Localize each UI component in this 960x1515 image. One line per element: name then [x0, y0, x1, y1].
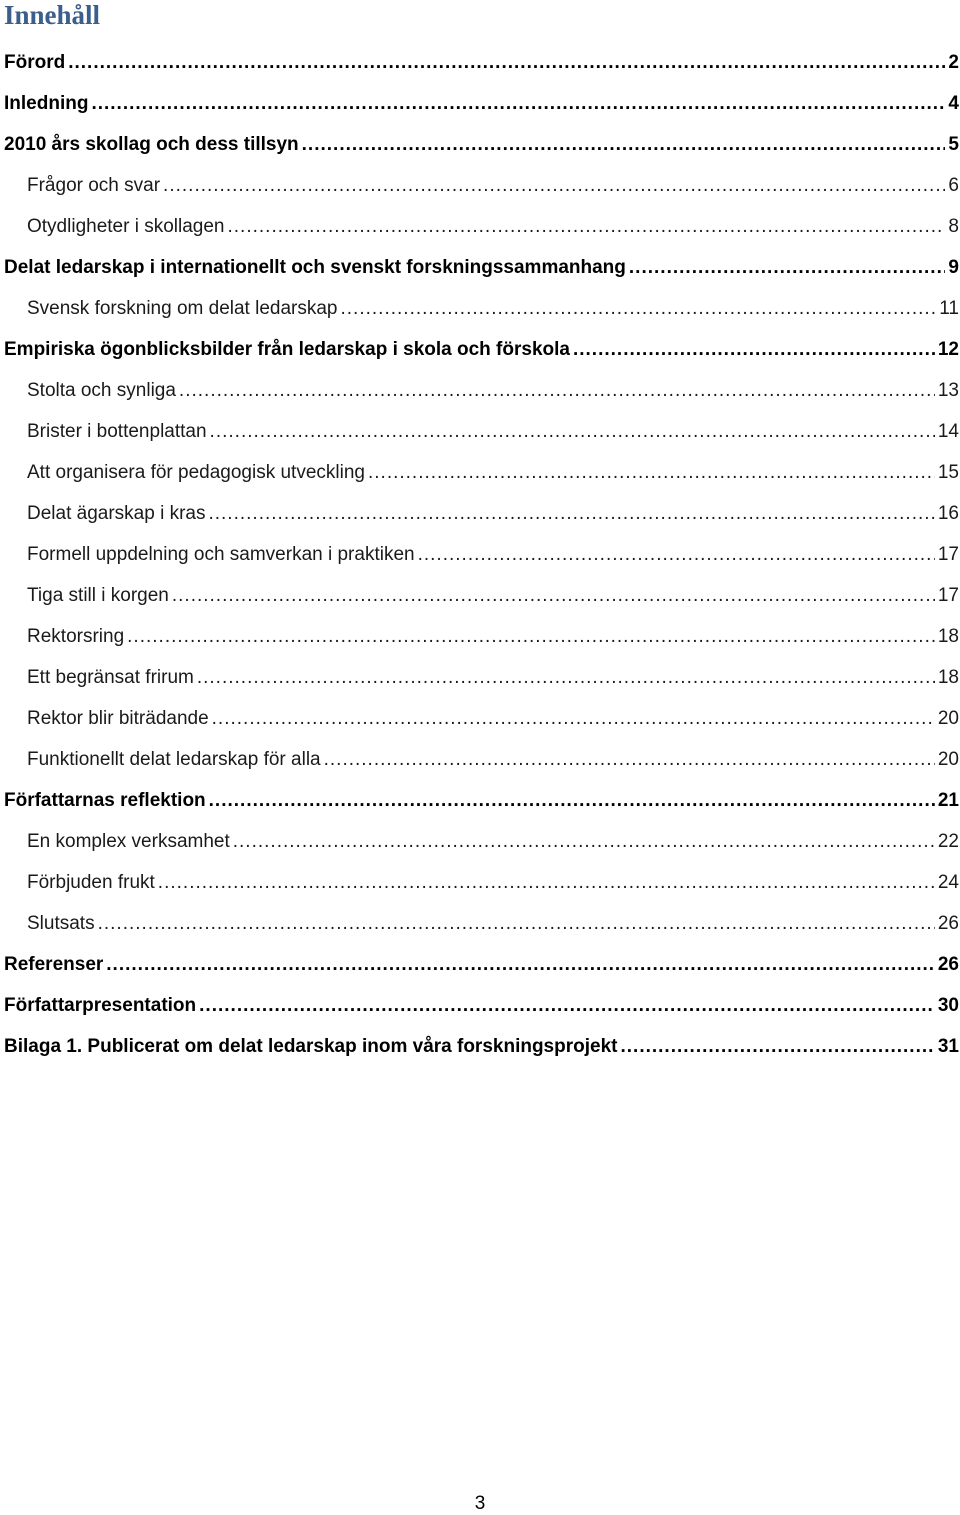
- toc-entry-label: Empiriska ögonblicksbilder från ledarskap i skola och förskola: [4, 339, 570, 360]
- toc-entry-page: 8: [948, 216, 959, 237]
- toc-entry-label: Ett begränsat frirum: [27, 667, 194, 688]
- toc-dot-leader: [158, 862, 935, 903]
- toc-entry-label: Formell uppdelning och samverkan i praktiken: [27, 544, 415, 565]
- toc-entry[interactable]: [4, 411, 959, 452]
- toc-entry-label: Förord: [4, 52, 66, 73]
- toc-entry-page: 26: [937, 954, 959, 975]
- toc-entry[interactable]: [4, 739, 959, 780]
- toc-entry[interactable]: [4, 575, 959, 616]
- toc-dot-leader: [208, 493, 934, 534]
- page-number: 3: [474, 1493, 486, 1514]
- toc-dot-leader: [620, 1026, 934, 1067]
- toc-entry-label: Inledning: [4, 93, 89, 114]
- toc-dot-leader: [197, 657, 935, 698]
- toc-dot-leader: [127, 616, 935, 657]
- toc-entry-page: 21: [937, 790, 959, 811]
- toc-entry-label: Rektorsring: [27, 626, 125, 647]
- toc-entry-page: 14: [937, 421, 959, 442]
- toc-entry-page: 6: [948, 175, 959, 196]
- toc-entry[interactable]: [4, 206, 959, 247]
- toc-entry[interactable]: [4, 83, 959, 124]
- toc-dot-leader: [418, 534, 935, 575]
- toc-entry-label: Svensk forskning om delat ledarskap: [27, 298, 338, 319]
- toc-entry-label: Rektor blir biträdande: [27, 708, 209, 729]
- toc-dot-leader: [199, 985, 935, 1026]
- toc-entry-page: 20: [937, 749, 959, 770]
- toc-dot-leader: [233, 821, 935, 862]
- toc-entry[interactable]: [4, 903, 959, 944]
- toc-dot-leader: [106, 944, 935, 985]
- toc-entry-label: Bilaga 1. Publicerat om delat ledarskap inom våra forskningsprojekt: [4, 1036, 618, 1057]
- toc-entry-label: Brister i bottenplattan: [27, 421, 207, 442]
- toc-entry[interactable]: [4, 493, 959, 534]
- toc-dot-leader: [341, 288, 937, 329]
- toc-entry-label: En komplex verksamhet: [27, 831, 230, 852]
- toc-entry[interactable]: [4, 534, 959, 575]
- toc-entry-page: 2: [948, 52, 959, 73]
- toc-entry[interactable]: [4, 1026, 959, 1067]
- toc-entry-page: 26: [937, 913, 959, 934]
- toc-entry-page: 20: [937, 708, 959, 729]
- toc-entry[interactable]: [4, 124, 959, 165]
- toc-entry-page: 18: [937, 626, 959, 647]
- toc-entry-label: 2010 års skollag och dess tillsyn: [4, 134, 299, 155]
- toc-entry[interactable]: [4, 657, 959, 698]
- toc-dot-leader: [91, 83, 945, 124]
- toc-dot-leader: [172, 575, 935, 616]
- toc-entry-label: Funktionellt delat ledarskap för alla: [27, 749, 321, 770]
- toc-entry-label: Författarpresentation: [4, 995, 197, 1016]
- toc-entry-page: 13: [937, 380, 959, 401]
- toc-entry-page: 9: [948, 257, 959, 278]
- toc-dot-leader: [179, 370, 935, 411]
- toc-entry-label: Författarnas reflektion: [4, 790, 206, 811]
- toc-entry-label: Referenser: [4, 954, 104, 975]
- toc-dot-leader: [302, 124, 946, 165]
- toc-dot-leader: [324, 739, 935, 780]
- toc-entry-page: 30: [937, 995, 959, 1016]
- toc-dot-leader: [212, 698, 935, 739]
- toc-entry[interactable]: [4, 821, 959, 862]
- toc-entry-label: Delat ledarskap i internationellt och svenskt forskningssammanhang: [4, 257, 626, 278]
- toc-dot-leader: [163, 165, 945, 206]
- toc-entry-page: 24: [937, 872, 959, 893]
- toc-entry-label: Tiga still i korgen: [27, 585, 169, 606]
- toc-entry[interactable]: [4, 862, 959, 903]
- toc-entry-label: Förbjuden frukt: [27, 872, 155, 893]
- toc-dot-leader: [68, 42, 945, 83]
- toc-entry[interactable]: [4, 985, 959, 1026]
- toc-entry-label: Att organisera för pedagogisk utveckling: [27, 462, 365, 483]
- toc-entry[interactable]: [4, 616, 959, 657]
- toc-entry[interactable]: [4, 452, 959, 493]
- toc-entry-label: Otydligheter i skollagen: [27, 216, 225, 237]
- toc-entry-page: 22: [937, 831, 959, 852]
- toc-entry[interactable]: [4, 370, 959, 411]
- toc-entry[interactable]: [4, 780, 959, 821]
- toc-entry[interactable]: [4, 944, 959, 985]
- toc-dot-leader: [98, 903, 935, 944]
- toc-entry-label: Frågor och svar: [27, 175, 161, 196]
- toc-entry[interactable]: [4, 698, 959, 739]
- toc-entry-label: Slutsats: [27, 913, 95, 934]
- toc-dot-leader: [629, 247, 946, 288]
- toc-dot-leader: [209, 780, 935, 821]
- toc-entry-page: 4: [948, 93, 959, 114]
- toc-entry-page: 15: [937, 462, 959, 483]
- toc-dot-leader: [210, 411, 935, 452]
- toc-entry-page: 18: [937, 667, 959, 688]
- table-of-contents: [4, 42, 959, 1067]
- toc-entry-label: Delat ägarskap i kras: [27, 503, 206, 524]
- toc-entry[interactable]: [4, 247, 959, 288]
- toc-entry[interactable]: [4, 42, 959, 83]
- toc-entry-page: 17: [937, 585, 959, 606]
- toc-entry[interactable]: [4, 288, 959, 329]
- toc-entry-page: 31: [937, 1036, 959, 1057]
- toc-heading: Innehåll: [4, 0, 101, 30]
- toc-dot-leader: [368, 452, 935, 493]
- toc-entry[interactable]: [4, 329, 959, 370]
- toc-dot-leader: [573, 329, 935, 370]
- toc-dot-leader: [228, 206, 946, 247]
- toc-entry-page: 17: [937, 544, 959, 565]
- toc-entry-page: 11: [939, 298, 959, 319]
- toc-entry[interactable]: [4, 165, 959, 206]
- toc-entry-page: 5: [948, 134, 959, 155]
- toc-entry-label: Stolta och synliga: [27, 380, 176, 401]
- toc-entry-page: 16: [937, 503, 959, 524]
- toc-entry-page: 12: [937, 339, 959, 360]
